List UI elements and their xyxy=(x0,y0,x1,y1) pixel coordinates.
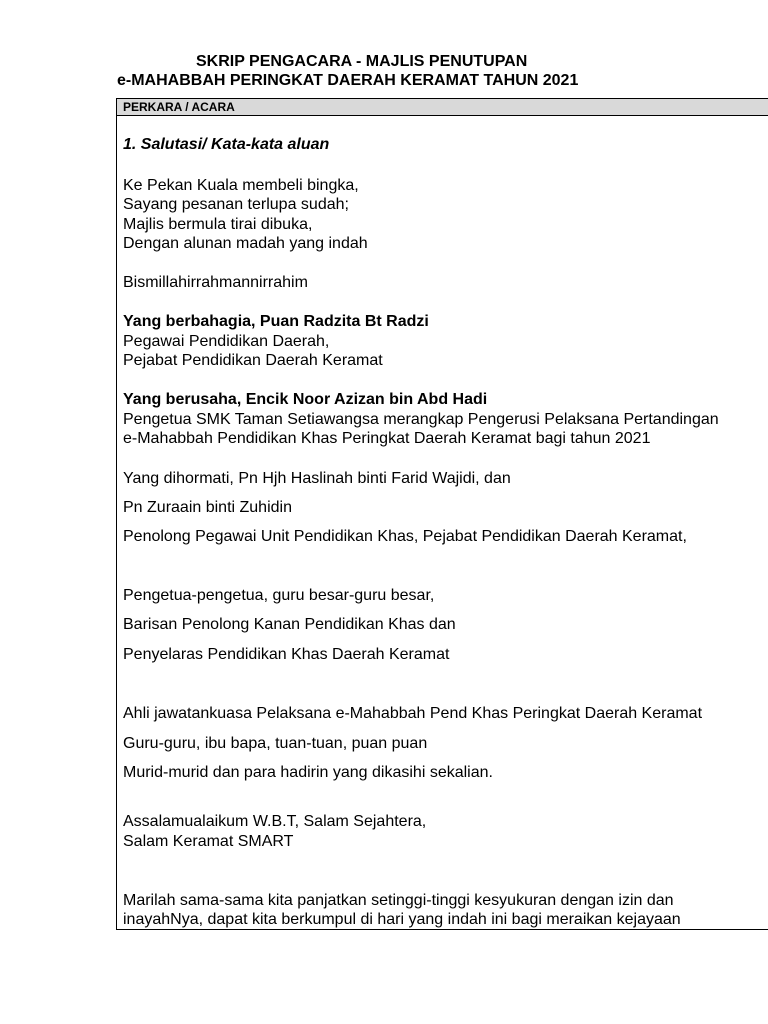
principals-line: Pengetua-pengetua, guru besar-guru besar, xyxy=(123,587,435,604)
principals-line: Barisan Penolong Kanan Pendidikan Khas dan xyxy=(123,616,456,633)
respected-line: Yang dihormati, Pn Hjh Haslinah binti Farid Wajidi, dan xyxy=(123,470,511,487)
pantun-line: Ke Pekan Kuala membeli bingka, xyxy=(123,177,359,194)
salutation-title: Pengetua SMK Taman Setiawangsa merangkap Pengerusi Pelaksana Pertandingan xyxy=(123,411,719,428)
committee-line: Murid-murid dan para hadirin yang dikasihi sekalian. xyxy=(123,764,493,781)
bismillah-text: Bismillahirrahmannirrahim xyxy=(123,274,308,291)
table-header: PERKARA / ACARA xyxy=(117,99,768,116)
salutation-name: Yang berusaha, Encik Noor Azizan bin Abd Hadi xyxy=(123,391,488,408)
closing-line: inayahNya, dapat kita berkumpul di hari yang indah ini bagi meraikan kejayaan xyxy=(123,911,681,928)
greeting-line: Salam Keramat SMART xyxy=(123,833,294,850)
principals-line: Penyelaras Pendidikan Khas Daerah Keramat xyxy=(123,646,450,663)
salutation-name: Yang berbahagia, Puan Radzita Bt Radzi xyxy=(123,313,429,330)
pantun-line: Majlis bermula tirai dibuka, xyxy=(123,216,313,233)
pantun-line: Sayang pesanan terlupa sudah; xyxy=(123,196,349,213)
salutation-title: e-Mahabbah Pendidikan Khas Peringkat Daerah Keramat bagi tahun 2021 xyxy=(123,430,651,447)
greeting-line: Assalamualaikum W.B.T, Salam Sejahtera, xyxy=(123,813,427,830)
salutation-title: Pejabat Pendidikan Daerah Keramat xyxy=(123,352,383,369)
respected-line: Penolong Pegawai Unit Pendidikan Khas, Pejabat Pendidikan Daerah Keramat, xyxy=(123,528,687,545)
pantun-line: Dengan alunan madah yang indah xyxy=(123,235,368,252)
script-table xyxy=(116,98,768,930)
respected-line: Pn Zuraain binti Zuhidin xyxy=(123,499,292,516)
document-title: SKRIP PENGACARA - MAJLIS PENUTUPAN xyxy=(196,53,528,70)
document-subtitle: e-MAHABBAH PERINGKAT DAERAH KERAMAT TAHUN 2021 xyxy=(117,72,579,89)
committee-line: Guru-guru, ibu bapa, tuan-tuan, puan puan xyxy=(123,735,428,752)
closing-line: Marilah sama-sama kita panjatkan setinggi-tinggi kesyukuran dengan izin dan xyxy=(123,892,674,909)
salutation-title: Pegawai Pendidikan Daerah, xyxy=(123,333,330,350)
committee-line: Ahli jawatankuasa Pelaksana e-Mahabbah Pend Khas Peringkat Daerah Keramat xyxy=(123,705,703,722)
section-title: 1. Salutasi/ Kata-kata aluan xyxy=(123,136,330,153)
